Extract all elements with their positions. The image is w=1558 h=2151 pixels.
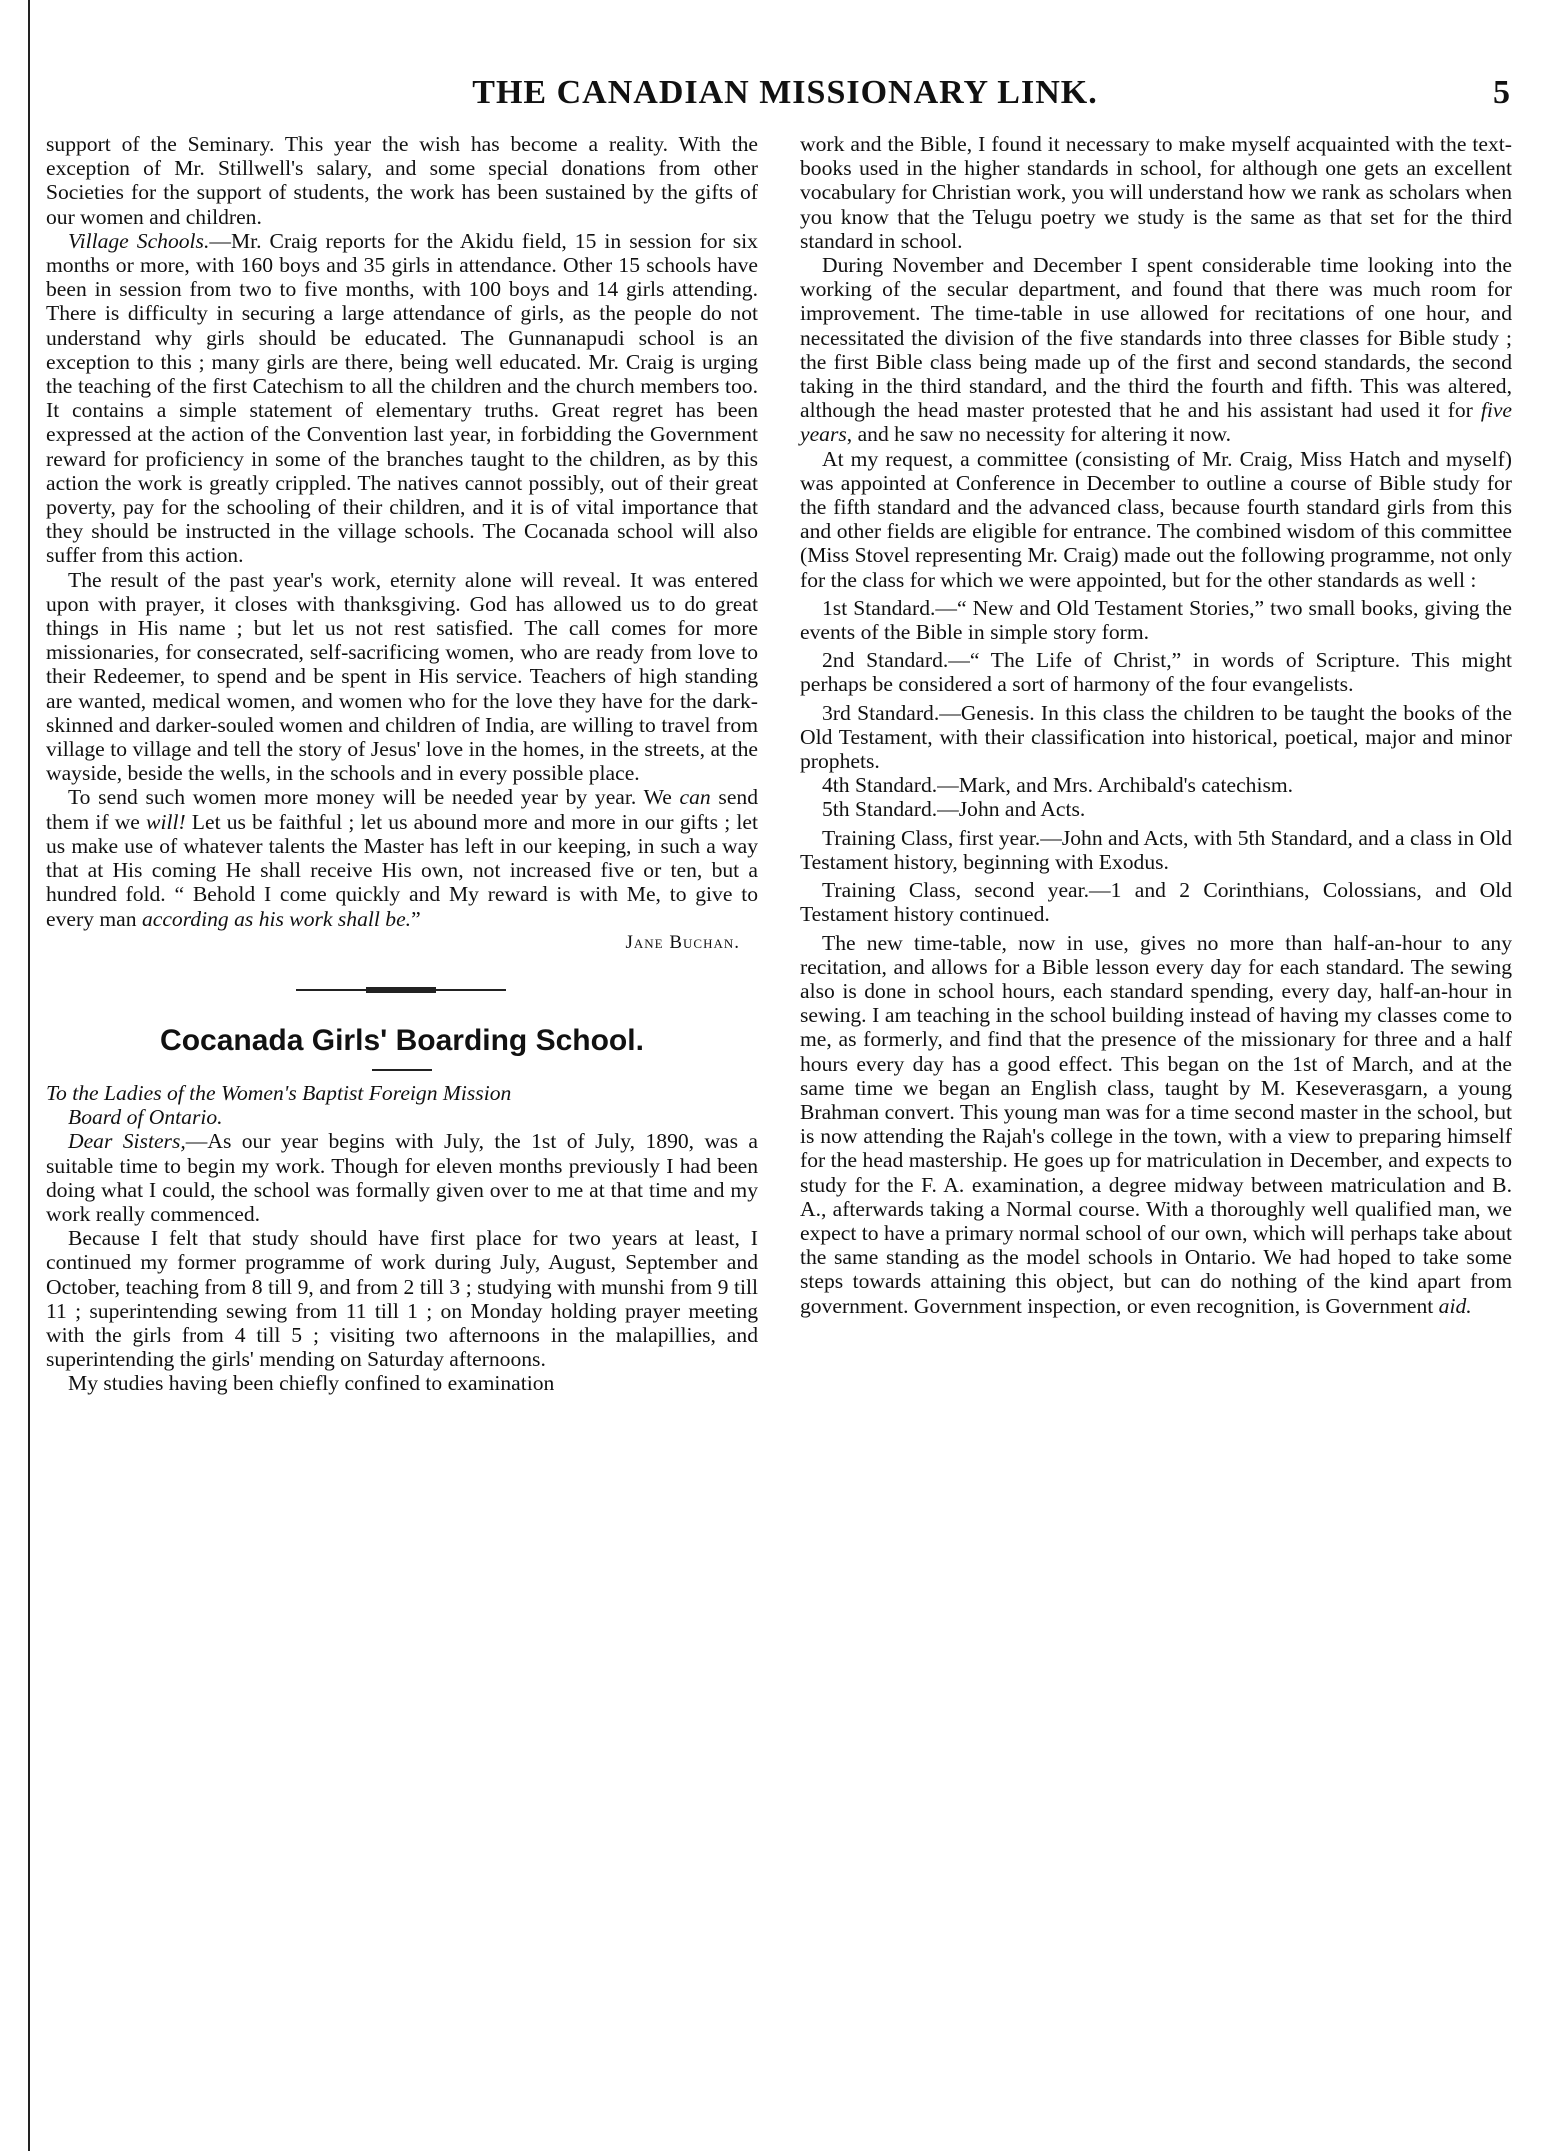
text-run-italic: can: [679, 785, 711, 810]
text-run: Let us be faithful ; let us abound more and more in our gifts ; let us make use of whatever talents the Master has left in our keeping, in such a way that at His coming He shall receive His own, not increased five or ten, but a hundred fold. “ Behold I come quickly and My reward is with Me, to give to every man: [46, 809, 758, 931]
standard-item: 2nd Standard.—“ The Life of Christ,” in words of Scripture. This might perhaps be considered a sort of harmony of the four evangelists.: [800, 648, 1512, 697]
salutation: Dear Sisters,: [68, 1129, 186, 1154]
paragraph: At my request, a committee (consisting of Mr. Craig, Miss Hatch and myself) was appointed at Conference in December to outline a course of Bible study for the fifth standard and the advanced class, because fourth standard girls from this and other fields are eligible for entrance. The combined wisdom of this committee (Miss Stovel representing Mr. Craig) made out the following programme, not only for the class for which we were appointed, but for the other standards as well :: [800, 446, 1512, 592]
training-class-item: Training Class, second year.—1 and 2 Corinthians, Colossians, and Old Testament history continued.: [800, 878, 1512, 927]
standard-item: 4th Standard.—Mark, and Mrs. Archibald's catechism.: [822, 773, 1294, 798]
left-column: [46, 132, 758, 1396]
paragraph-lead: Village Schools.: [68, 228, 210, 253]
paragraph: [800, 931, 1512, 1318]
paragraph: Because I felt that study should have first place for two years at least, I continued my former programme of work during July, August, September and October, teaching from 8 till 9, and from 2 till 3 ; studying with munshi from 9 till 11 ; superintending sewing from 11 till 1 ; on Monday holding prayer meeting with the girls from 4 till 5 ; visiting two afternoons in the malapillies, and superintending the girls' mending on Saturday afternoons.: [46, 1226, 758, 1372]
margin-rule: [28, 0, 30, 2151]
right-column: [800, 132, 1512, 1318]
paragraph: support of the Seminary. This year the wish has become a reality. With the exception of Mr. Stillwell's salary, and some special donations from other Societies for the support of students, the work has been sustained by the gifts of our women and children.: [46, 132, 758, 229]
paragraph-closing: [46, 785, 758, 930]
text-run: During November and December I spent considerable time looking into the working of the secular department, and found that there was much room for improvement. The time-table in use allowed for recitations of one hour, and necessitated the division of the five standards into three classes for Bible study ; the first Bible class being made up of the first and second standards, the second taking in the third standard, and the third the fourth and fifth. This was altered, although the head master protested that he and his assistant had used it for: [800, 253, 1512, 423]
text-run-italic: five years: [800, 398, 1512, 447]
address: [46, 1081, 758, 1129]
text-run-italic: according as his work shall be.: [141, 906, 412, 931]
text-run: To send such women more money will be needed year by year. We: [68, 785, 680, 810]
paragraph-body: —Mr. Craig reports for the Akidu field, 15 in session for six months or more, with 160 boys and 35 girls in attendance. Other 15 schools have been in session from two to five months, with 100 boys and 14 girls attending. There is difficulty in securing a large attendance of girls, as the people do not understand why girls should be educated. The Gunnanapudi school is an exception to this ; many girls are there, being well educated. Mr. Craig is urging the teaching of the first Catechism to all the children and the church members too. It contains a simple statement of elementary truths. Great regret has been expressed at the action of the Convention last year, in forbidding the Government reward for proficiency in some of the branches taught to the children, as by this action the work is greatly crippled. The natives cannot possibly, out of their great poverty, pay for the schooling of their children, and it is of vital importance that they should be instructed in the village schools. The Cocanada school will also suffer from this action.: [46, 228, 758, 568]
paragraph: The result of the past year's work, eternity alone will reveal. It was entered upon with prayer, it closes with thanksgiving. God has allowed us to do great things in His name ; but let us not rest satisfied. The call comes for more missionaries, for consecrated, self-sacrificing women, who are ready from love to their Redeemer, to spend and be spent in His service. Teachers of high standing are wanted, medical women, and women who for the love they have for the dark-skinned and darker-souled women and children of India, are willing to travel from village to village and tell the story of Jesus' love in the homes, in the streets, at the wayside, beside the wells, in the schools and in every possible place.: [46, 567, 758, 786]
paragraph: My studies having been chiefly confined to examination: [68, 1371, 555, 1396]
paragraph-body: —As our year begins with July, the 1st of July, 1890, was a suitable time to begin my work. Though for eleven months previously I had been doing what I could, the school was formally given over to me at that time and my work really commenced.: [46, 1129, 758, 1226]
address-line: To the Ladies of the Women's Baptist Foreign Mission: [46, 1080, 512, 1105]
text-run: send them if we: [46, 785, 759, 834]
standard-item: 3rd Standard.—Genesis. In this class the children to be taught the books of the Old Testament, with their classification into historical, poetical, major and minor prophets.: [800, 700, 1512, 774]
text-run: , and he saw no necessity for altering it now.: [846, 422, 1231, 447]
text-run-italic: aid.: [1438, 1293, 1472, 1318]
paragraph: work and the Bible, I found it necessary to make myself acquainted with the text-books used in the higher standards in school, for although one gets an excellent vocabulary for Christian work, you will understand how we rank as scholars when you know that the Telugu poetry we study is the same as that set for the third standard in school.: [800, 132, 1512, 253]
paragraph: [800, 253, 1512, 447]
publication-title: THE CANADIAN MISSIONARY LINK.: [472, 74, 1098, 111]
page-header: [40, 74, 1530, 114]
paragraph-salutation: [46, 1129, 758, 1226]
text-run-italic: will!: [146, 809, 186, 834]
standard-item: 5th Standard.—John and Acts.: [822, 797, 1086, 822]
signature: Jane Buchan.: [625, 931, 740, 953]
section-divider: [46, 975, 758, 1005]
standard-item: 1st Standard.—“ New and Old Testament Stories,” two small books, giving the events of the Bible in simple story form.: [800, 595, 1512, 645]
training-class-item: Training Class, first year.—John and Acts, with 5th Standard, and a class in Old Testament history, beginning with Exodus.: [800, 825, 1512, 874]
page-number: 5: [1493, 74, 1510, 111]
title-rule: [372, 1069, 432, 1071]
paragraph-village-schools: [46, 229, 758, 568]
text-run: The new time-table, now in use, gives no more than half-an-hour to any recitation, and allows for a Bible lesson every day for each standard. The sewing also is done in school hours, each standard spending, every day, half-an-hour in sewing. I am teaching in the school building instead of having my classes come to me, as formerly, and find that the presence of the missionary for three and a half hours every day has a good effect. This began on the 1st of March, and at the same time we began an English class, taught by M. Keseverasgarn, a young Brahman convert. This young man was for a time second master in the school, but is now attending the Rajah's college in the town, with a view to preparing himself for the head mastership. He goes up for matriculation in December, and expects to study for the F. A. examination, a degree midway between matriculation and B. A., afterwards taking a Normal course. With a thoroughly well qualified man, we expect to have a primary normal school of our own, which will perhaps take about the same standing as the model schools in Ontario. We had hoped to take some steps towards attaining this object, but can do nothing of the kind apart from government. Government inspection, or even recognition, is Government: [800, 930, 1512, 1318]
text-run: ”: [411, 906, 421, 931]
section-title: Cocanada Girls' Boarding School.: [160, 1023, 644, 1057]
address-line: Board of Ontario.: [68, 1105, 223, 1130]
